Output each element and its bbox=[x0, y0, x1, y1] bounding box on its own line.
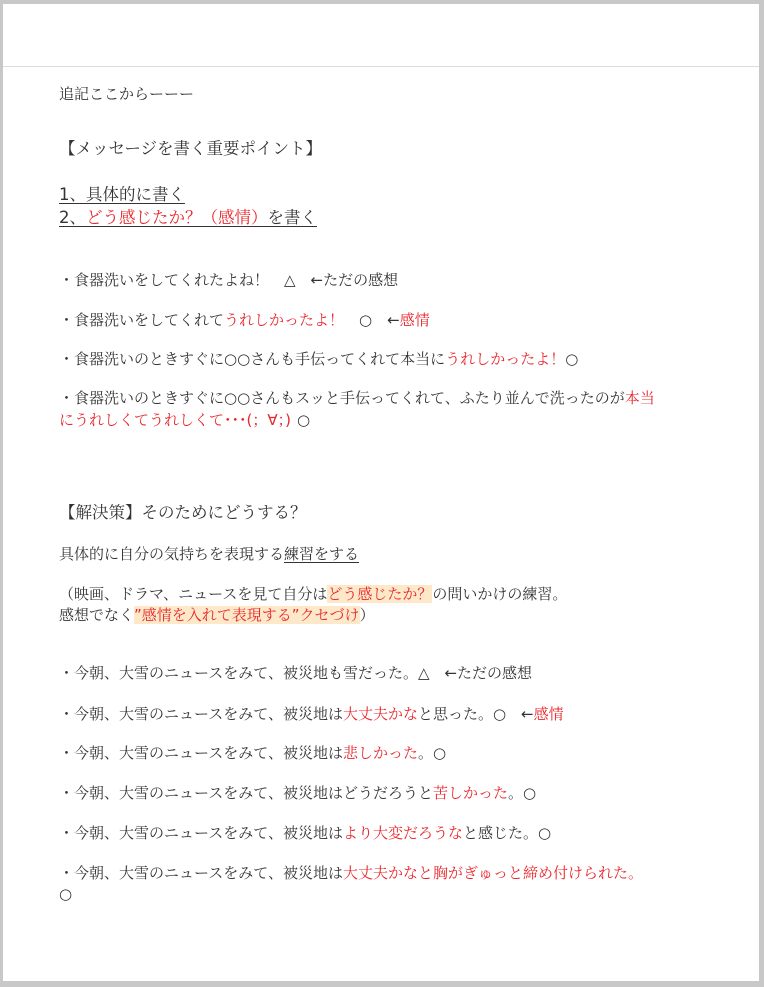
point-2 bbox=[59, 208, 317, 228]
example2-4-mark: 。○ bbox=[507, 784, 537, 802]
example1-2-emphasis: うれしかったよ！ bbox=[224, 311, 345, 329]
document-page bbox=[3, 4, 759, 981]
paren1-tail: の問いかけの練習。 bbox=[432, 585, 568, 603]
example2-line-4 bbox=[59, 783, 536, 803]
paren2-tail: ） bbox=[359, 606, 375, 624]
example2-line-6b: ○ bbox=[59, 885, 73, 903]
example1-2-note: 感情 bbox=[399, 311, 430, 329]
example2-3-text: ・今朝、大雪のニュースをみて、被災地は bbox=[59, 744, 343, 762]
example1-4-mark: ○ bbox=[296, 411, 311, 429]
example1-4-text: ・食器洗いのときすぐに○○さんもスッと手伝ってくれて、ふたり並んで洗ったのが bbox=[59, 389, 625, 407]
paren2-text: 感想でなく bbox=[59, 606, 135, 624]
solution-underlined: 練習をする bbox=[284, 545, 360, 563]
paren-line-1 bbox=[59, 584, 567, 604]
example2-3-emphasis: 悲しかった bbox=[342, 744, 418, 762]
page-header-area bbox=[3, 4, 759, 67]
point-2-prefix: 2、 bbox=[59, 208, 86, 227]
example2-line-5 bbox=[59, 823, 551, 843]
example1-3-mark: ○ bbox=[565, 350, 579, 368]
example2-2-emphasis: 大丈夫かな bbox=[342, 705, 418, 723]
example1-line-2 bbox=[59, 310, 430, 330]
example1-3-text: ・食器洗いのときすぐに○○さんも手伝ってくれて本当に bbox=[59, 350, 446, 368]
point-1: 1、具体的に書く bbox=[59, 185, 185, 204]
paren1-text: （映画、ドラマ、ニュースを見て自分は bbox=[59, 585, 328, 603]
example2-6-text: ・今朝、大雪のニュースをみて、被災地は bbox=[59, 864, 343, 882]
example1-4-emphasis-cont: にうれしくてうれしくて･･･(；∀；) bbox=[59, 411, 291, 429]
example1-line-3 bbox=[59, 349, 578, 369]
solution-text: 具体的に自分の気持ちを表現する bbox=[59, 545, 285, 563]
example1-2-text: ・食器洗いをしてくれて bbox=[59, 311, 225, 329]
example1-line-4a bbox=[59, 388, 655, 408]
solution-line bbox=[59, 544, 359, 564]
example2-line-2 bbox=[59, 704, 564, 724]
example2-5-text: ・今朝、大雪のニュースをみて、被災地は bbox=[59, 824, 343, 842]
example1-line-4b bbox=[59, 410, 310, 430]
paren-line-2 bbox=[59, 605, 375, 625]
intro-text: 追記ここからーーー bbox=[59, 85, 195, 103]
example2-2-text: ・今朝、大雪のニュースをみて、被災地は bbox=[59, 705, 343, 723]
example1-2-mark: ○ ← bbox=[344, 311, 400, 329]
example1-3-emphasis: うれしかったよ！ bbox=[445, 350, 566, 368]
example2-5-emphasis: より大変だろうな bbox=[342, 824, 463, 842]
example1-line-1: ・食器洗いをしてくれたよね！ △ ←ただの感想 bbox=[59, 271, 399, 289]
point-2-emphasis: どう感じたか？（感情） bbox=[86, 208, 268, 227]
example2-2-note: 感情 bbox=[533, 705, 564, 723]
example2-5-mark: と感じた。○ bbox=[462, 824, 552, 842]
paren2-highlight: ”感情を入れて表現する”クセづけ bbox=[134, 606, 360, 624]
example2-4-emphasis: 苦しかった bbox=[432, 784, 508, 802]
example2-6-emphasis: 大丈夫かなと胸がぎゅっと締め付けられた。 bbox=[342, 864, 643, 882]
paren1-highlight: どう感じたか？ bbox=[327, 585, 433, 603]
section2-heading: 【解決策】そのためにどうする？ bbox=[59, 503, 307, 522]
example2-3-mark: 。○ bbox=[417, 744, 447, 762]
example2-line-1: ・今朝、大雪のニュースをみて、被災地も雪だった。△ ←ただの感想 bbox=[59, 664, 533, 682]
example2-4-text: ・今朝、大雪のニュースをみて、被災地はどうだろうと bbox=[59, 784, 433, 802]
section1-heading: 【メッセージを書く重要ポイント】 bbox=[59, 139, 323, 158]
example2-line-3 bbox=[59, 743, 446, 763]
example1-4-emphasis-start: 本当 bbox=[624, 389, 655, 407]
example2-2-mark: と思った。○ ← bbox=[417, 705, 534, 723]
point-2-suffix: を書く bbox=[267, 208, 317, 227]
example2-line-6a bbox=[59, 863, 643, 883]
